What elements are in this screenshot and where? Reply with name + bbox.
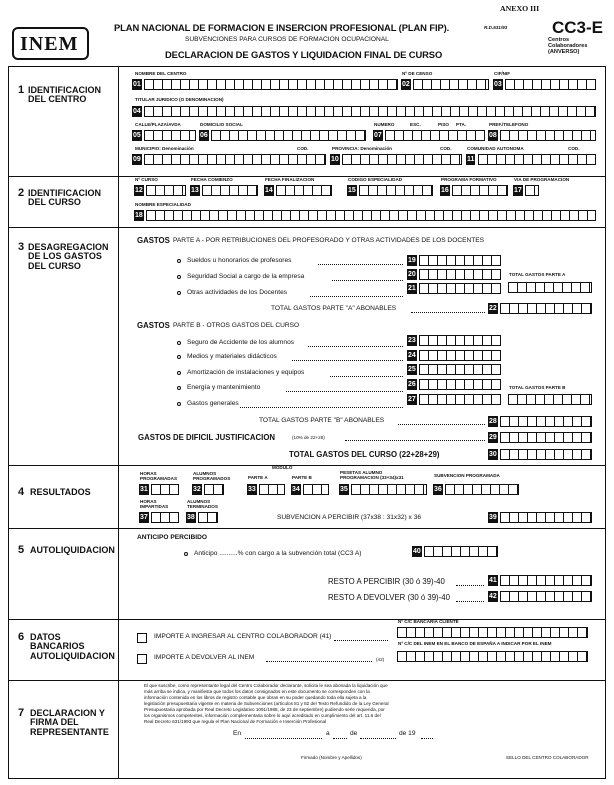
bullet-icon (177, 402, 181, 406)
section-divider (8, 619, 606, 620)
censo-field[interactable] (413, 79, 489, 90)
dot-leader (398, 424, 485, 425)
label-pesetas-alumno: PESETAS ALUMNO PROGRAMACION (33+34)x31 (340, 470, 404, 481)
cuenta-inem-field[interactable] (397, 651, 588, 662)
section-7-number: 7 (18, 707, 25, 719)
field-number-01: 01 (133, 81, 141, 88)
section-5-number: 5 (18, 544, 25, 556)
item-sueldos: Sueldos u honorarios de profesores (187, 257, 292, 264)
fecha-de-label: de (350, 730, 358, 737)
field-number-14: 14 (265, 187, 273, 194)
label-nombre-especialidad: NOMBRE ESPECIALIDAD (135, 202, 191, 207)
field-number-20: 20 (408, 271, 416, 278)
label-censo: Nº DE CENSO (402, 71, 433, 76)
section-2-title: IDENTIFICACION DEL CURSO (28, 188, 101, 208)
subvencion-programada-field[interactable] (445, 484, 519, 495)
label-codigo-especialidad: CODIGO ESPECIALIDAD (348, 177, 403, 182)
item-seguro-accidente: Seguro de Accidente de los alumnos (187, 339, 295, 346)
label-fecha-final: FECHA FINALIZACION (265, 177, 315, 182)
fecha-final-field[interactable] (276, 185, 332, 196)
dot-leader (345, 440, 485, 441)
section-3-number: 3 (18, 241, 25, 253)
field-number-39: 39 (489, 514, 497, 521)
code-sub1: Centros (548, 37, 570, 43)
fecha-a-label: a (326, 730, 330, 737)
field-number-03: 03 (494, 81, 502, 88)
fecha-de19-label: de 19 (399, 730, 416, 737)
municipio-field[interactable] (144, 154, 326, 165)
gastos-a-label: GASTOS (137, 236, 170, 245)
domicilio-field[interactable] (211, 130, 366, 141)
label-domicilio: DOMICILIO SOCIAL (200, 122, 243, 127)
field-number-25: 25 (408, 366, 416, 373)
label-telefono: PREF./TELEFONO (489, 122, 529, 127)
dot-leader (266, 661, 372, 662)
codigo-especialidad-field[interactable] (359, 185, 433, 196)
label-modulo: MODULO (272, 465, 293, 470)
label-horas-impartidas: HORAS IMPARTIDAS (140, 499, 169, 510)
item-gastos-generales: Gastos generales (187, 400, 239, 407)
inem-logo (12, 27, 89, 60)
horas-impartidas-field[interactable] (151, 512, 179, 523)
dot-leader (308, 346, 403, 347)
programa-field[interactable] (452, 185, 508, 196)
total-parte-b-label: TOTAL GASTOS PARTE B (509, 385, 566, 390)
label-municipio: MUNICIPIO: Denominación (135, 146, 194, 151)
dificil-justificacion-label: GASTOS DE DIFICIL JUSTIFICACION (138, 433, 276, 442)
field-number-21: 21 (408, 285, 416, 292)
modulo-parte-b-field[interactable] (303, 484, 329, 495)
label-alumnos-terminados: ALUMNOS TERMINADOS (187, 499, 218, 510)
seguro-accidente-field[interactable] (419, 335, 501, 346)
total-a-abonables-field[interactable] (500, 303, 592, 314)
label-via: VIA DE PROGRAMACION (514, 177, 570, 182)
item-amortizacion: Amortización de instalaciones y equipos (187, 369, 305, 376)
importe-devolver-ref: (42) (376, 657, 385, 662)
label-parte-a-modulo: PARTE A (248, 475, 268, 480)
dot-leader (318, 264, 403, 265)
label-esc: ESC. (410, 122, 421, 127)
label-calle: CALLE/PLAZA/AVDA (135, 122, 181, 127)
label-parte-b-modulo: PARTE B (292, 475, 312, 480)
firmado-label: Firmado (Nombre y Apellidos) (301, 755, 362, 760)
horas-programadas-field[interactable] (151, 484, 179, 495)
label-cod-provincia: COD. (440, 146, 452, 151)
dia-field[interactable] (333, 738, 347, 739)
title-subvenciones: SUBVENCIONES PARA CURSOS DE FORMACION OCUPACIONAL (185, 36, 389, 43)
parte-b-heading: PARTE B - OTROS GASTOS DEL CURSO (173, 322, 300, 329)
label-subvencion-programada: SUBVENCION PROGRAMADA (434, 473, 500, 478)
left-column-divider (118, 66, 119, 779)
label-numero: NUMERO (374, 122, 395, 127)
parte-a-heading: PARTE A - POR RETRIBUCIONES DEL PROFESORADO Y OTRAS ACTIVIDADES DE LOS DOCENTES (173, 237, 485, 244)
label-piso: PISO (438, 122, 449, 127)
resto-devolver-label: RESTO A DEVOLVER (30 ó 39)-40 (328, 593, 450, 602)
anticipo-text: Anticipo ..........% con cargo a la subvención total (CC3 A) (194, 550, 362, 557)
item-otras-actividades: Otras actividades de los Docentes (187, 289, 288, 296)
item-seguridad-social: Seguridad Social a cargo de la empresa (187, 273, 305, 280)
field-number-37: 37 (140, 514, 148, 521)
field-number-29: 29 (489, 434, 497, 441)
label-alumnos-programados: ALUMNOS PROGRAMADOS (193, 471, 231, 482)
total-b-abonables-label: TOTAL GASTOS PARTE "B" ABONABLES (259, 417, 385, 424)
dot-leader (456, 585, 484, 586)
field-number-08: 08 (489, 132, 497, 139)
numero-field[interactable] (385, 130, 485, 141)
field-number-28: 28 (489, 418, 497, 425)
importe-devolver-checkbox[interactable] (137, 654, 147, 664)
field-number-33: 33 (248, 486, 256, 493)
dot-leader (411, 312, 485, 313)
field-number-07: 07 (374, 132, 382, 139)
total-a-abonables-label: TOTAL GASTOS PARTE "A" ABONABLES (271, 305, 397, 312)
title-declaracion: DECLARACION DE GASTOS Y LIQUIDACION FINAL DE CURSO (165, 49, 443, 60)
field-number-31: 31 (140, 486, 148, 493)
form-code: CC3-E (552, 18, 604, 37)
field-number-32: 32 (193, 486, 201, 493)
resto-percibir-field[interactable] (500, 575, 592, 586)
medios-materiales-field[interactable] (419, 350, 501, 361)
declaration-line: los organismos competentes, información complementaria sobre lo aquí acreditado en cumplimiento del art. 11.6 del (144, 713, 381, 718)
field-number-34: 34 (292, 486, 300, 493)
annex-label: ANEXO III (500, 4, 540, 13)
amortizacion-field[interactable] (419, 364, 501, 375)
title-plan: PLAN NACIONAL DE FORMACION E INSERCION PROFESIONAL (PLAN FIP). (114, 22, 450, 33)
section-4-title: RESULTADOS (30, 487, 91, 497)
dot-leader (332, 280, 403, 281)
sueldos-field[interactable] (419, 255, 501, 266)
code-sub3: (ANVERSO) (548, 49, 580, 55)
dot-leader (334, 640, 388, 641)
cuenta-cliente-label: Nº C/C BANCARIA CLIENTE (398, 619, 459, 624)
otras-actividades-field[interactable] (419, 283, 501, 294)
total-parte-a-field[interactable] (508, 282, 592, 293)
bullet-icon (177, 355, 181, 359)
dot-leader (240, 407, 403, 408)
section-4-number: 4 (18, 486, 25, 498)
dot-leader (456, 601, 484, 602)
cuenta-inem-label: Nº C/C DEL INEM EN EL BANCO DE ESPAÑA A INDICAR POR EL INEM (398, 641, 552, 646)
section-1-title: IDENTIFICACION DEL CENTRO (28, 85, 101, 105)
alumnos-terminados-field[interactable] (198, 512, 218, 523)
section-7-title: DECLARACION Y FIRMA DEL REPRESENTANTE (30, 708, 109, 737)
gastos-b-label: GASTOS (137, 321, 170, 330)
field-number-18: 18 (135, 212, 143, 219)
bullet-icon (177, 386, 181, 390)
field-number-42: 42 (489, 593, 497, 600)
item-energia: Energía y mantenimiento (187, 384, 261, 391)
label-horas-programadas: HORAS PROGRAMADAS (140, 471, 178, 482)
importe-ingresar-checkbox[interactable] (137, 633, 147, 643)
mes-field[interactable] (360, 738, 396, 739)
gastos-generales-field[interactable] (419, 394, 501, 405)
resto-devolver-field[interactable] (500, 591, 592, 602)
section-6-number: 6 (18, 631, 25, 643)
title-rd: R.D.631/93 (484, 25, 508, 30)
cif-field[interactable] (505, 79, 596, 90)
cuenta-cliente-field[interactable] (397, 627, 588, 638)
section-divider (8, 528, 606, 529)
telefono-field[interactable] (500, 130, 596, 141)
dot-leader (292, 360, 403, 361)
label-pta: PTA. (456, 122, 467, 127)
field-number-19: 19 (408, 257, 416, 264)
logo-text: INEM (20, 33, 79, 55)
energia-field[interactable] (419, 379, 501, 390)
field-number-23: 23 (408, 337, 416, 344)
declaration-line: información contenida en los libros de registro contable que obran en su poder quedando toda ella sujeta a la (144, 695, 367, 700)
field-number-06: 06 (200, 132, 208, 139)
nombre-centro-field[interactable] (144, 79, 398, 90)
field-number-02: 02 (402, 81, 410, 88)
dot-leader (310, 296, 403, 297)
item-medios-materiales: Medios y materiales didácticos (187, 353, 277, 360)
section-divider (8, 227, 606, 228)
total-curso-field[interactable] (500, 449, 592, 460)
fecha-en-label: En (233, 730, 242, 737)
pesetas-alumno-field[interactable] (351, 484, 427, 495)
section-6-title: DATOS BANCARIOS AUTOLIQUIDACION (30, 632, 115, 661)
section-5-title: AUTOLIQUIDACION (30, 545, 115, 555)
modulo-parte-a-field[interactable] (259, 484, 285, 495)
field-number-35: 35 (340, 486, 348, 493)
bullet-icon (177, 371, 181, 375)
bullet-icon (177, 259, 181, 263)
importe-devolver-label: IMPORTE A DEVOLVER AL INEM (154, 654, 255, 661)
dificil-justificacion-sub: (10% de 22+28) (292, 435, 325, 440)
alumnos-programados-field[interactable] (204, 484, 224, 495)
declaration-line: Presupuestaria aprobada por Real Decreto Legislativo 1091/1988, de 23 de septiembre) pudiendo serle requerida, por (144, 707, 385, 712)
section-1-number: 1 (18, 84, 25, 96)
field-number-05: 05 (133, 132, 141, 139)
field-number-22: 22 (489, 305, 497, 312)
sello-label: SELLO DEL CENTRO COLABORADOR (506, 755, 589, 760)
field-number-13: 13 (191, 187, 199, 194)
label-programa: PROGRAMA FORMATIVO (441, 177, 497, 182)
total-curso-label: TOTAL GASTOS DEL CURSO (22+28+29) (289, 450, 440, 459)
comunidad-field[interactable] (478, 154, 596, 165)
dificil-justificacion-field[interactable] (500, 432, 592, 443)
lugar-field[interactable] (245, 738, 322, 739)
dot-leader (330, 376, 403, 377)
anio-field[interactable] (421, 738, 433, 739)
bullet-icon (177, 341, 181, 345)
nombre-especialidad-field[interactable] (146, 210, 596, 221)
dot-leader (286, 391, 403, 392)
bullet-icon (177, 291, 181, 295)
field-number-36: 36 (434, 486, 442, 493)
subvencion-percibir-label: SUBVENCION A PERCIBIR (37x38 : 31x32) x 36 (277, 514, 422, 521)
via-field[interactable] (525, 185, 539, 196)
field-number-26: 26 (408, 381, 416, 388)
total-b-abonables-field[interactable] (500, 416, 592, 427)
label-provincia: PROVINCIA: Denominación (332, 146, 392, 151)
label-fecha-comienzo: FECHA COMIENZO (191, 177, 233, 182)
label-cod-municipio: COD. (297, 146, 309, 151)
anticipo-percibido-label: ANTICIPO PERCIBIDO (137, 534, 207, 541)
num-curso-field[interactable] (146, 185, 186, 196)
resto-percibir-label: RESTO A PERCIBIR (30 ó 39)-40 (328, 577, 445, 586)
field-number-10: 10 (331, 156, 339, 163)
code-sub2: Colaboradores (548, 43, 588, 49)
field-number-09: 09 (133, 156, 141, 163)
section-2-number: 2 (18, 187, 25, 199)
field-number-38: 38 (187, 514, 195, 521)
field-number-04: 04 (133, 108, 141, 115)
seguridad-social-field[interactable] (419, 269, 501, 280)
field-number-40: 40 (413, 548, 421, 555)
field-number-16: 16 (441, 187, 449, 194)
field-number-30: 30 (489, 451, 497, 458)
titular-field[interactable] (144, 106, 596, 117)
bullet-icon (184, 552, 188, 556)
label-nombre-centro: NOMBRE DEL CENTRO (135, 71, 187, 76)
declaration-line: legislación presupuestaria vigente en materia de Subvenciones (artículos 81 y 82 del Texto Refundido de la Ley General (144, 701, 389, 706)
label-titular: TITULAR JURIDICO (O DENOMINACION) (135, 97, 224, 102)
total-parte-b-field[interactable] (508, 394, 592, 405)
label-cod-comunidad: COD. (568, 146, 580, 151)
bullet-icon (177, 275, 181, 279)
field-number-11: 11 (467, 156, 475, 163)
total-parte-a-label: TOTAL GASTOS PARTE A (509, 272, 566, 277)
calle-field[interactable] (144, 130, 196, 141)
label-num-curso: Nº CURSO (135, 177, 158, 182)
field-number-17: 17 (514, 187, 522, 194)
field-number-27: 27 (408, 396, 416, 403)
declaration-line: Real Decreto 631/1993 que regula el Plan Nacional de Formación e Inserción Profesional (144, 719, 327, 724)
field-number-12: 12 (135, 187, 143, 194)
declaration-line: más arriba se indica, y manifiesta que todos los datos consignados en este documento se corresponden con la (144, 689, 370, 694)
section-divider (8, 465, 606, 466)
fecha-comienzo-field[interactable] (202, 185, 258, 196)
field-number-15: 15 (348, 187, 356, 194)
provincia-field[interactable] (342, 154, 462, 165)
importe-ingresar-label: IMPORTE A INGRESAR AL CENTRO COLABORADOR (41) (154, 633, 332, 640)
label-cif: CIF/NIF (494, 71, 511, 76)
section-divider (8, 680, 606, 681)
field-number-24: 24 (408, 352, 416, 359)
anticipo-field[interactable] (424, 546, 498, 557)
declaration-line: El que suscribe, como representante legal del Centro Colaborador declarante, solicita le sea abonada la liquidación que (144, 683, 388, 688)
subvencion-percibir-field[interactable] (500, 512, 592, 523)
label-comunidad: COMUNIDAD AUTONOMA (467, 146, 524, 151)
section-3-title: DESAGREGACION DE LOS GASTOS DEL CURSO (28, 242, 109, 271)
field-number-41: 41 (489, 577, 497, 584)
